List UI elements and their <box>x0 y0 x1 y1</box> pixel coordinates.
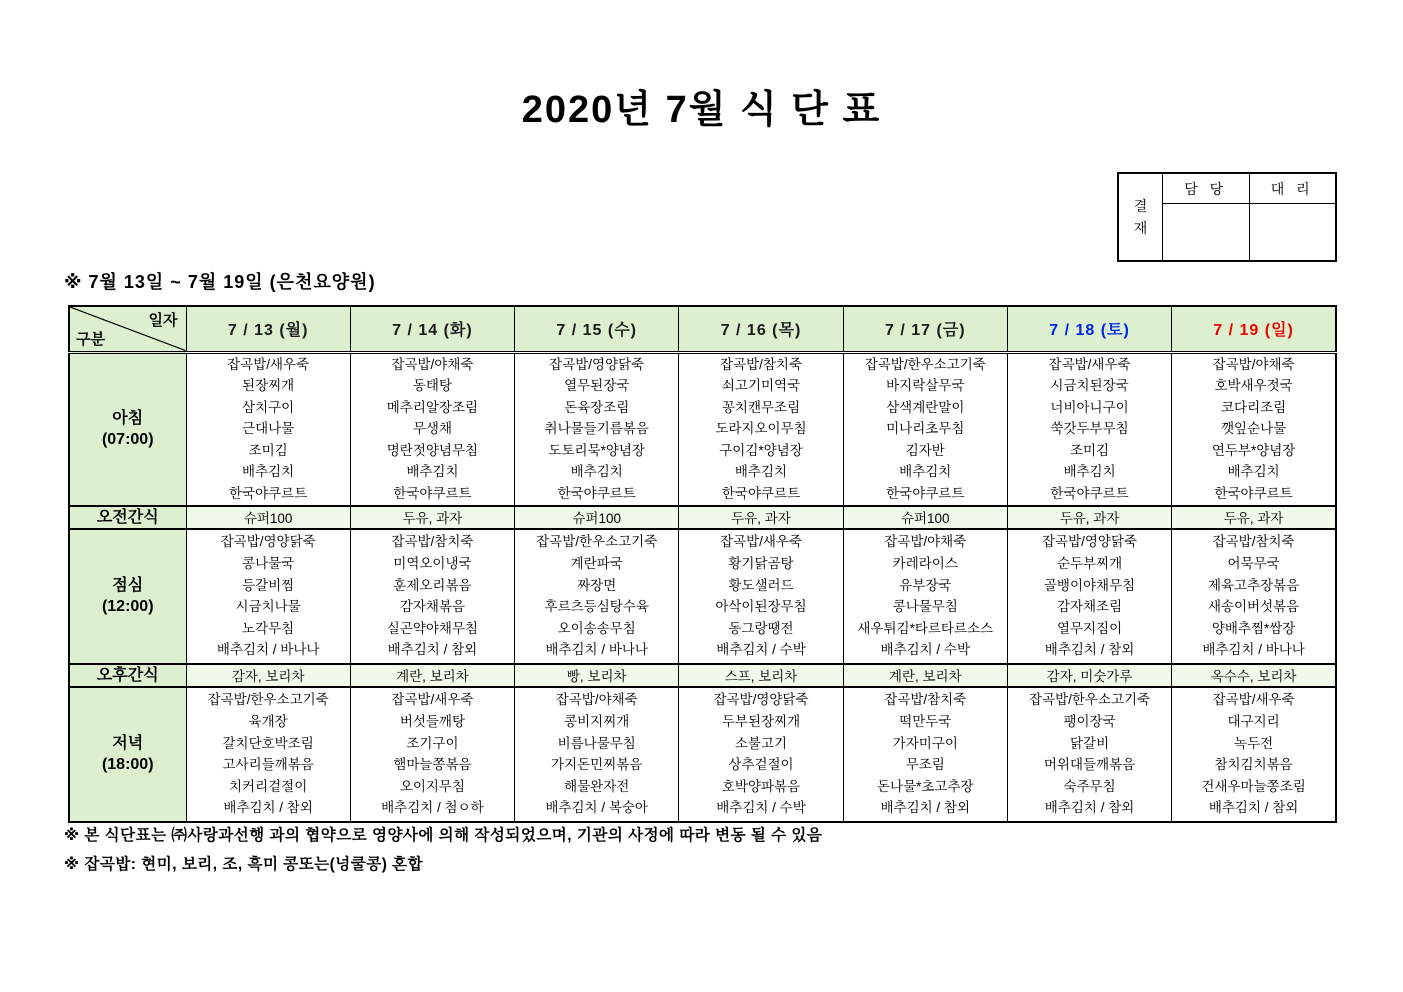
menu-item: 카레라이스 <box>892 555 958 571</box>
menu-item: 구이김*양념장 <box>719 442 803 458</box>
footer-notes <box>64 823 822 881</box>
menu-item: 배추김치 / 참외 <box>880 800 971 816</box>
menu-item: 호박양파볶음 <box>721 778 801 794</box>
menu-item: 잡곡밥/새우죽 <box>227 356 310 372</box>
menu-item: 배추김치 / 참외 <box>1044 642 1135 658</box>
menu-item: 돈육장조림 <box>564 399 630 415</box>
menu-item: 갈치단호박조림 <box>222 735 314 751</box>
menu-item: 두부된장찌개 <box>721 713 801 729</box>
week-range-subtitle: ※ 7월 13일 ~ 7월 19일 (은천요양원) <box>64 272 376 292</box>
menu-cell-day-1 <box>186 687 350 822</box>
menu-cell-day-7 <box>1172 352 1336 506</box>
menu-item: 잡곡밥/참치죽 <box>1212 534 1295 550</box>
menu-item: 배추김치 / 참외 <box>223 800 313 816</box>
menu-cell-day-4 <box>679 687 843 822</box>
snack-cell-day-2: 두유, 과자 <box>350 506 514 529</box>
menu-item: 한국야쿠르트 <box>229 486 308 502</box>
menu-item: 배추김치 / 참외 <box>1044 800 1135 816</box>
menu-item: 배추김치 <box>1227 464 1280 480</box>
menu-item: 잡곡밥/영양닭죽 <box>713 692 809 708</box>
menu-item: 배추김치 / 첨ㅇ하 <box>381 800 484 816</box>
menu-item: 건새우마늘쫑조림 <box>1201 778 1306 794</box>
meal-row-label: 점심 (12:00) <box>69 529 186 664</box>
menu-item: 가자미구이 <box>892 735 958 751</box>
menu-item: 계란파국 <box>570 555 623 571</box>
snack-cell-day-5: 슈퍼100 <box>843 506 1007 529</box>
snack-row-오전간식 <box>69 506 1336 529</box>
menu-item: 연두부*양념장 <box>1211 442 1296 458</box>
menu-item: 삼색계란말이 <box>886 399 965 415</box>
menu-item: 대구지리 <box>1227 713 1280 729</box>
menu-item: 한국야쿠르트 <box>886 486 965 502</box>
menu-item: 팽이장국 <box>1063 713 1116 729</box>
menu-cell-day-6 <box>1007 352 1171 506</box>
day-header-4: 7 / 16 (목) <box>679 306 843 352</box>
approval-col-deputy: 대 리 <box>1270 180 1314 197</box>
meal-row-저녁 <box>69 687 1336 822</box>
menu-item: 잡곡밥/새우죽 <box>1048 356 1131 372</box>
menu-item: 훈제오리볶음 <box>393 577 472 593</box>
snack-cell-day-7: 두유, 과자 <box>1172 506 1336 529</box>
menu-item: 도토리묵*양념장 <box>548 442 645 458</box>
menu-item: 조기구이 <box>406 735 459 751</box>
menu-item: 감자채볶음 <box>399 599 466 615</box>
menu-item: 동그랑땡전 <box>728 620 794 636</box>
menu-item: 콩비지찌개 <box>564 713 630 729</box>
menu-item: 배추김치 / 바나나 <box>1202 642 1305 658</box>
menu-item: 무조림 <box>905 757 945 773</box>
meal-plan-table <box>68 305 1337 823</box>
menu-item: 취나물들기름볶음 <box>544 421 649 437</box>
menu-item: 육개장 <box>248 713 288 729</box>
menu-item: 황기닭곰탕 <box>728 555 794 571</box>
snack-cell-day-1: 감자, 보리차 <box>186 664 350 687</box>
menu-item: 잡곡밥/야채죽 <box>391 356 474 372</box>
menu-item: 녹두전 <box>1234 735 1274 751</box>
menu-item: 잡곡밥/참치죽 <box>391 534 474 550</box>
menu-item: 잡곡밥/한우소고기죽 <box>1028 692 1151 708</box>
day-header-5: 7 / 17 (금) <box>843 306 1007 352</box>
menu-item: 가지돈민찌볶음 <box>551 757 643 773</box>
approval-columns <box>1163 174 1335 260</box>
menu-item: 치커리겉절이 <box>229 778 308 794</box>
menu-item: 잡곡밥/새우죽 <box>391 692 474 708</box>
meal-row-label: 저녁 (18:00) <box>69 687 186 822</box>
menu-item: 배추김치 <box>734 464 788 480</box>
day-header-7: 7 / 19 (일) <box>1172 306 1336 352</box>
approval-sign-cell-deputy <box>1250 204 1336 260</box>
menu-item: 한국야쿠르트 <box>1214 486 1293 502</box>
menu-cell-day-1 <box>186 529 350 664</box>
day-header-1: 7 / 13 (월) <box>186 306 350 352</box>
snack-cell-day-1: 슈퍼100 <box>186 506 350 529</box>
menu-item: 어묵무국 <box>1227 555 1280 571</box>
menu-item: 등갈비찜 <box>242 577 295 593</box>
menu-item: 배추김치 <box>406 464 459 480</box>
menu-item: 동태탕 <box>412 378 452 394</box>
snack-cell-day-2: 계란, 보리차 <box>350 664 514 687</box>
menu-item: 떡만두국 <box>899 713 952 729</box>
menu-item: 열무된장국 <box>564 378 630 394</box>
menu-item: 시금치나물 <box>235 599 301 615</box>
menu-item: 잡곡밥/새우죽 <box>1212 692 1295 708</box>
day-header-3: 7 / 15 (수) <box>515 306 679 352</box>
menu-item: 양배추찜*쌈장 <box>1211 620 1296 636</box>
menu-item: 배추김치 / 바나나 <box>216 642 320 658</box>
menu-item: 김자반 <box>905 442 945 458</box>
menu-item: 한국야쿠르트 <box>393 486 472 502</box>
menu-item: 코다리조림 <box>1220 399 1287 415</box>
menu-item: 쇠고기미역국 <box>721 378 801 394</box>
menu-item: 된장찌개 <box>242 378 295 394</box>
corner-cell <box>69 306 186 352</box>
approval-col-manager: 담 당 <box>1163 174 1250 203</box>
menu-cell-day-4 <box>679 529 843 664</box>
menu-item: 배추김치 / 참외 <box>1208 800 1299 816</box>
snack-cell-day-6: 두유, 과자 <box>1007 506 1171 529</box>
approval-box <box>1117 172 1337 262</box>
menu-item: 도라지오이무침 <box>715 421 807 437</box>
menu-item: 배추김치 / 수박 <box>716 800 806 816</box>
menu-cell-day-1 <box>186 352 350 506</box>
menu-cell-day-2 <box>350 529 514 664</box>
menu-item: 잡곡밥/한우소고기죽 <box>864 356 986 372</box>
approval-stamp-label: 결재 <box>1119 174 1163 260</box>
menu-item: 명란젓양념무침 <box>386 442 479 458</box>
snack-cell-day-7: 옥수수, 보리차 <box>1172 664 1336 687</box>
menu-item: 짜장면 <box>577 577 617 593</box>
menu-item: 고사리들깨볶음 <box>222 757 314 773</box>
meal-row-점심 <box>69 529 1336 664</box>
note-agreement: ※ 본 식단표는 ㈜사랑과선행 과의 협약으로 영양사에 의해 작성되었으며, 기관의 사정에 따라 변동 될 수 있음 <box>64 827 823 844</box>
menu-item: 후르츠등심탕수육 <box>544 599 649 615</box>
menu-cell-day-2 <box>350 687 514 822</box>
menu-item: 버섯들깨탕 <box>399 713 466 729</box>
menu-cell-day-2 <box>350 352 514 506</box>
menu-cell-day-5 <box>843 529 1007 664</box>
menu-cell-day-3 <box>515 352 679 506</box>
menu-item: 잡곡밥/야채죽 <box>555 692 638 708</box>
menu-item: 무생채 <box>412 421 452 437</box>
menu-item: 콩나물무침 <box>892 599 958 615</box>
corner-label-category: 구분 <box>76 330 105 348</box>
menu-item: 오이송송무침 <box>557 620 636 636</box>
menu-cell-day-3 <box>515 687 679 822</box>
menu-item: 순두부찌개 <box>1056 555 1123 571</box>
snack-cell-day-3: 빵, 보리차 <box>515 664 679 687</box>
menu-item: 해물완자전 <box>564 778 630 794</box>
menu-item: 머위대들깨볶음 <box>1043 757 1136 773</box>
menu-item: 호박새우젓국 <box>1214 378 1293 394</box>
menu-cell-day-4 <box>679 352 843 506</box>
menu-item: 잡곡밥/새우죽 <box>719 534 802 550</box>
menu-item: 돈나물*초고추장 <box>876 778 974 794</box>
snack-cell-day-3: 슈퍼100 <box>515 506 679 529</box>
table-header-row <box>69 306 1336 352</box>
menu-item: 배추김치 / 수박 <box>716 642 806 658</box>
menu-item: 바지락살무국 <box>886 378 965 394</box>
menu-item: 제육고추장볶음 <box>1207 577 1300 593</box>
menu-item: 비름나물무침 <box>557 735 636 751</box>
day-header-2: 7 / 14 (화) <box>350 306 514 352</box>
menu-item: 잡곡밥/영양닭죽 <box>1042 534 1138 550</box>
menu-item: 노각무침 <box>242 620 295 636</box>
menu-item: 오이지무침 <box>399 778 466 794</box>
menu-item: 콩나물국 <box>242 555 295 571</box>
menu-item: 깻잎순나물 <box>1220 421 1287 437</box>
meal-row-아침 <box>69 352 1336 506</box>
menu-item: 골뱅이야채무침 <box>1043 577 1136 593</box>
menu-item: 유부장국 <box>899 577 952 593</box>
menu-item: 꽁치캔무조림 <box>721 399 801 415</box>
menu-item: 한국야쿠르트 <box>557 486 636 502</box>
menu-item: 삼치구이 <box>242 399 295 415</box>
menu-item: 잡곡밥/영양닭죽 <box>220 534 316 550</box>
menu-item: 잡곡밥/한우소고기죽 <box>207 692 329 708</box>
menu-item: 배추김치 / 바나나 <box>545 642 648 658</box>
menu-cell-day-6 <box>1007 687 1171 822</box>
menu-cell-day-7 <box>1172 687 1336 822</box>
corner-label-date: 일자 <box>148 312 178 329</box>
menu-item: 쑥갓두부무침 <box>1050 421 1129 437</box>
snack-row-오후간식 <box>69 664 1336 687</box>
menu-item: 숙주무침 <box>1063 778 1116 794</box>
page-title: 2020년 7월 식 단 표 <box>521 89 882 131</box>
menu-item: 잡곡밥/참치죽 <box>719 356 802 372</box>
snack-cell-day-5: 계란, 보리차 <box>843 664 1007 687</box>
menu-cell-day-3 <box>515 529 679 664</box>
menu-cell-day-7 <box>1172 529 1336 664</box>
menu-item: 배추김치 <box>1063 464 1116 480</box>
menu-item: 감자채조림 <box>1056 599 1123 615</box>
menu-item: 새송이버섯볶음 <box>1207 599 1300 615</box>
menu-item: 상추겉절이 <box>728 757 794 773</box>
menu-item: 잡곡밥/야채죽 <box>1212 356 1295 372</box>
snack-row-label: 오전간식 <box>69 506 186 529</box>
snack-cell-day-4: 스프, 보리차 <box>679 664 843 687</box>
note-grain-mix: ※ 잡곡밥: 현미, 보리, 조, 흑미 콩또는(넝쿨콩) 혼합 <box>64 856 424 873</box>
menu-item: 배추김치 / 복숭아 <box>545 800 648 816</box>
menu-item: 미역오이냉국 <box>393 555 472 571</box>
menu-item: 닭갈비 <box>1069 735 1110 751</box>
menu-item: 근대나물 <box>242 421 295 437</box>
menu-item: 조미김 <box>248 442 288 458</box>
menu-item: 한국야쿠르트 <box>1050 486 1129 502</box>
menu-item: 조미김 <box>1069 442 1110 458</box>
menu-item: 한국야쿠르트 <box>721 486 801 502</box>
day-header-6: 7 / 18 (토) <box>1007 306 1171 352</box>
menu-item: 잡곡밥/영양닭죽 <box>549 356 645 372</box>
menu-item: 배추김치 <box>570 464 623 480</box>
menu-item: 미나리초무침 <box>886 421 965 437</box>
menu-item: 메추리알장조림 <box>386 399 479 415</box>
menu-cell-day-5 <box>843 687 1007 822</box>
menu-cell-day-5 <box>843 352 1007 506</box>
snack-cell-day-6: 감자, 미숫가루 <box>1007 664 1171 687</box>
menu-cell-day-6 <box>1007 529 1171 664</box>
menu-item: 햄마늘쫑볶음 <box>393 757 472 773</box>
snack-cell-day-4: 두유, 과자 <box>679 506 843 529</box>
menu-item: 잡곡밥/한우소고기죽 <box>536 534 658 550</box>
menu-item: 배추김치 <box>899 464 952 480</box>
menu-item: 실곤약야채무침 <box>386 620 479 636</box>
menu-item: 잡곡밥/참치죽 <box>884 692 967 708</box>
menu-item: 배추김치 <box>242 464 295 480</box>
approval-sign-cell-manager <box>1163 204 1250 260</box>
menu-item: 새우튀김*타르타르소스 <box>857 620 994 636</box>
menu-item: 너비아니구이 <box>1050 399 1129 415</box>
menu-item: 배추김치 / 수박 <box>880 642 971 658</box>
menu-item: 배추김치 / 참외 <box>387 642 478 658</box>
meal-row-label: 아침 (07:00) <box>69 352 186 506</box>
menu-item: 잡곡밥/야채죽 <box>884 534 967 550</box>
menu-item: 열무지짐이 <box>1056 620 1123 636</box>
menu-item: 황도샐러드 <box>728 577 794 593</box>
menu-item: 아삭이된장무침 <box>715 599 807 615</box>
menu-item: 시금치된장국 <box>1050 378 1129 394</box>
snack-row-label: 오후간식 <box>69 664 186 687</box>
menu-item: 참치김치볶음 <box>1214 757 1293 773</box>
menu-item: 소불고기 <box>734 735 788 751</box>
